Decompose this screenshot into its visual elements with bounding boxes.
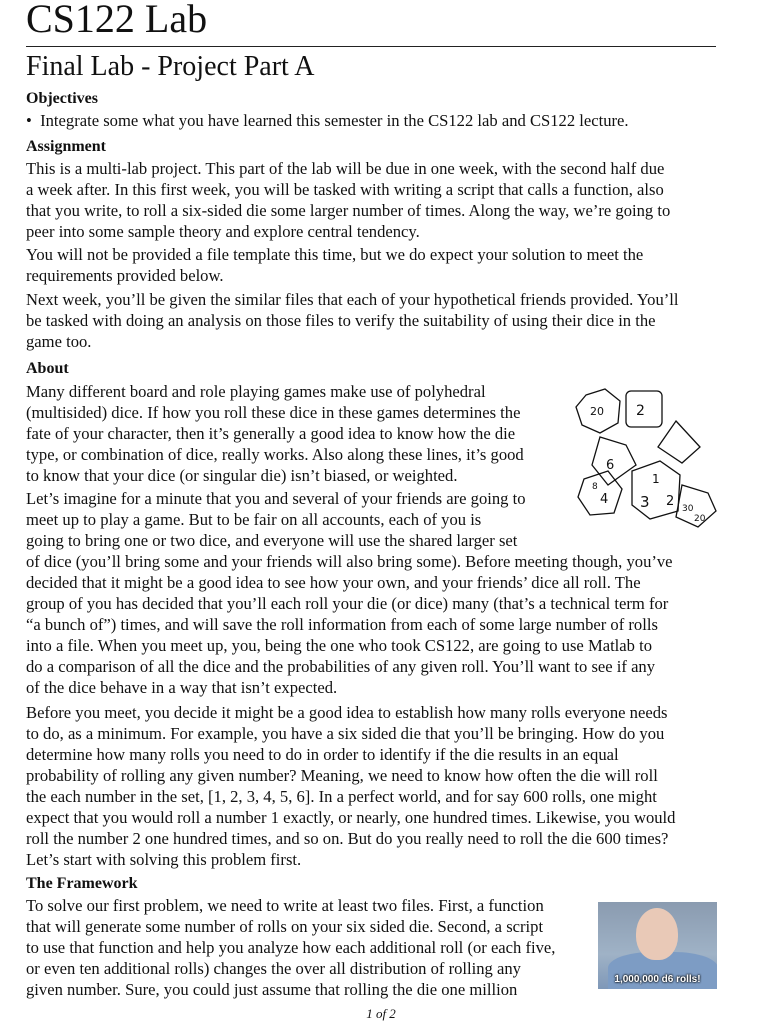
die-face-label: 2 (666, 494, 675, 509)
text-line: a week after. In this first week, you will be tasked with writing a script that calls a function, also (26, 180, 664, 199)
text-line: that will generate some number of rolls on your six sided die. Second, a script (26, 917, 544, 936)
die-face-label: 1 (652, 472, 660, 486)
text-line: of dice (you’ll bring some and your friends will also bring some). Before meeting though, you’ve (26, 552, 673, 571)
dr-evil-meme-image (598, 902, 717, 989)
die-face-label: 4 (600, 492, 609, 507)
text-line: peer into some sample theory and explore central tendency. (26, 222, 420, 241)
text-line: to know that your dice (or singular die) isn’t biased, or weighted. (26, 466, 458, 485)
objective-text: Integrate some what you have learned this semester in the CS122 lab and CS122 lecture. (40, 111, 629, 130)
text-line: Before you meet, you decide it might be a good idea to establish how many rolls everyone needs (26, 703, 668, 722)
objectives-heading: Objectives (26, 90, 98, 107)
bullet: • (26, 111, 32, 130)
text-line: decided that it might be a good idea to see how your own, and your friends’ dice all roll. The (26, 573, 641, 592)
assignment-paragraph-3 (26, 289, 679, 352)
text-line: Next week, you’ll be given the similar files that each of your hypothetical friends provided. You’ll (26, 290, 679, 309)
objectives-list (26, 110, 629, 131)
text-line: to do, as a minimum. For example, you have a six sided die that you’ll be bringing. How do you (26, 724, 665, 743)
text-line: given number. Sure, you could just assume that rolling the die one million (26, 980, 518, 999)
text-line: Let’s start with solving this problem first. (26, 850, 302, 869)
text-line: or even ten additional rolls) changes the over all distribution of rolling any (26, 959, 521, 978)
die-face-label: 20 (694, 514, 706, 524)
text-line: that you write, to roll a six-sided die some larger number of times. Along the way, we’re going to (26, 201, 671, 220)
document-subtitle: Final Lab - Project Part A (26, 51, 315, 82)
text-line: game too. (26, 332, 92, 351)
text-line: type, or combination of dice, really works. Also along these lines, it’s good (26, 445, 524, 464)
polyhedral-dice-illustration (570, 385, 720, 530)
text-line: group of you has decided that you’ll each roll your die (or dice) many (that’s a technical term for (26, 594, 669, 613)
text-line: expect that you would roll a number 1 exactly, or nearly, one hundred times. Likewise, you would (26, 808, 676, 827)
objective-item (26, 110, 629, 131)
assignment-heading: Assignment (26, 138, 107, 155)
text-line: to use that function and help you analyze how each additional roll (or each five, (26, 938, 556, 957)
assignment-paragraph-1 (26, 158, 670, 242)
text-line: You will not be provided a file template this time, but we do expect your solution to meet the (26, 245, 644, 264)
text-line: To solve our first problem, we need to write at least two files. First, a function (26, 896, 544, 915)
text-line: Many different board and role playing games make use of polyhedral (26, 382, 486, 401)
text-line: “a bunch of”) times, and will save the roll information from each of some large number of rolls (26, 615, 658, 634)
about-heading: About (26, 360, 69, 377)
framework-paragraph (26, 895, 555, 1000)
text-line: do a comparison of all the dice and the probabilities of any given roll. You’ll want to see if any (26, 657, 656, 676)
text-line: be tasked with doing an analysis on those files to verify the suitability of using their dice in the (26, 311, 656, 330)
text-line: roll the number 2 one hundred times, and so on. But do you really need to roll the die 600 times? (26, 829, 669, 848)
text-line: (multisided) dice. If how you roll these dice in these games determines the (26, 403, 521, 422)
document-title: CS122 Lab (26, 0, 208, 41)
about-paragraph-1 (26, 381, 524, 486)
title-divider (26, 46, 716, 47)
page-number: 1 of 2 (366, 1006, 396, 1021)
text-line: Let’s imagine for a minute that you and several of your friends are going to (26, 489, 526, 508)
text-line: meet up to play a game. But to be fair on all accounts, each of you is (26, 510, 482, 529)
text-line: of the dice behave in a way that isn’t expected. (26, 678, 338, 697)
meme-caption: 1,000,000 d6 rolls! (614, 974, 701, 985)
die-face-label: 30 (682, 504, 694, 514)
d4-die (658, 421, 700, 463)
die-face-label: 2 (636, 403, 645, 419)
text-line: going to bring one or two dice, and everyone will use the shared larger set (26, 531, 518, 550)
die-face-label: 6 (606, 458, 615, 473)
die-face-label: 8 (592, 482, 598, 492)
about-paragraph-3 (26, 702, 675, 870)
text-line: probability of rolling any given number? Meaning, we need to know how often the die will roll (26, 766, 658, 785)
text-line: determine how many rolls you need to do in order to identify if the die results in an equal (26, 745, 619, 764)
framework-heading: The Framework (26, 875, 138, 892)
text-line: fate of your character, then it’s generally a good idea to know how the die (26, 424, 516, 443)
text-line: the each number in the set, [1, 2, 3, 4, 5, 6]. In a perfect world, and for say 600 rolls, one might (26, 787, 657, 806)
text-line: requirements provided below. (26, 266, 224, 285)
meme-figure-head (636, 908, 678, 960)
text-line: into a file. When you meet up, you, being the one who took CS122, are going to use Matlab to (26, 636, 653, 655)
die-face-label: 20 (590, 405, 604, 418)
text-line: This is a multi-lab project. This part of the lab will be due in one week, with the second half due (26, 159, 665, 178)
die-face-label: 3 (640, 493, 650, 511)
assignment-paragraph-2 (26, 244, 643, 286)
